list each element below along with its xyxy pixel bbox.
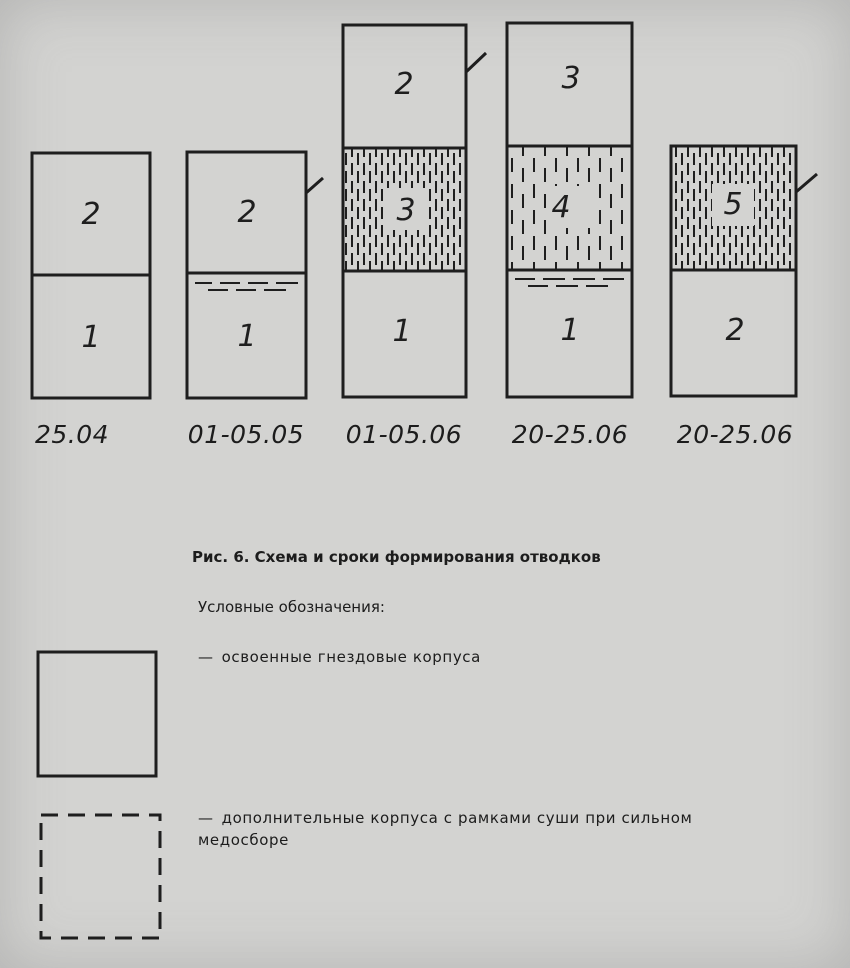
stage-2-hive	[187, 152, 323, 398]
stage-2-date: 01-05.05	[187, 420, 305, 449]
stage-4-top-number: 3	[561, 61, 581, 96]
stage-4-date: 20-25.06	[511, 420, 629, 449]
stage-2-bottom-number: 1	[237, 319, 257, 354]
stage-4-mid-number: 4	[551, 190, 571, 225]
stage-5-mid-number: 5	[723, 187, 743, 222]
stage-1-bottom-number: 1	[81, 320, 101, 355]
legend-item-dashed	[198, 807, 758, 851]
legend-dash: —	[198, 809, 214, 827]
legend-title: Условные обозначения:	[198, 598, 385, 616]
stage-5-entrance-mark	[796, 174, 817, 192]
stage-3-mid-number: 3	[396, 193, 416, 228]
stage-4-divider-dashes	[515, 279, 624, 286]
stage-3-entrance-mark	[466, 53, 486, 72]
stage-5-hive	[671, 146, 817, 396]
legend-solid-box	[38, 652, 156, 776]
stage-5-date: 20-25.06	[676, 420, 794, 449]
legend-dash: —	[198, 648, 214, 666]
stage-4-bottom-number: 1	[560, 313, 580, 348]
stage-2-entrance-mark	[306, 178, 323, 193]
stage-2-top-number: 2	[237, 195, 257, 230]
stage-3-date: 01-05.06	[345, 420, 463, 449]
figure-caption: Рис. 6. Схема и сроки формирования отводков	[192, 548, 601, 566]
stage-5-bottom-number: 2	[725, 313, 745, 348]
stage-3-hive	[343, 25, 486, 397]
stage-1-hive	[32, 153, 150, 398]
stage-2-divider-dashes	[195, 283, 298, 290]
stage-4-hive	[507, 23, 632, 397]
legend-dashed-box	[41, 815, 160, 938]
stage-3-bottom-number: 1	[392, 314, 412, 349]
stage-1-date: 25.04	[34, 420, 110, 449]
stage-1-top-number: 2	[81, 197, 101, 232]
legend-item-solid	[198, 646, 798, 668]
legend-solid-text: освоенные гнездовые корпуса	[221, 648, 481, 666]
stage-3-top-number: 2	[394, 67, 414, 102]
legend-dashed-text: дополнительные корпуса с рамками суши при сильном медосборе	[198, 809, 693, 849]
